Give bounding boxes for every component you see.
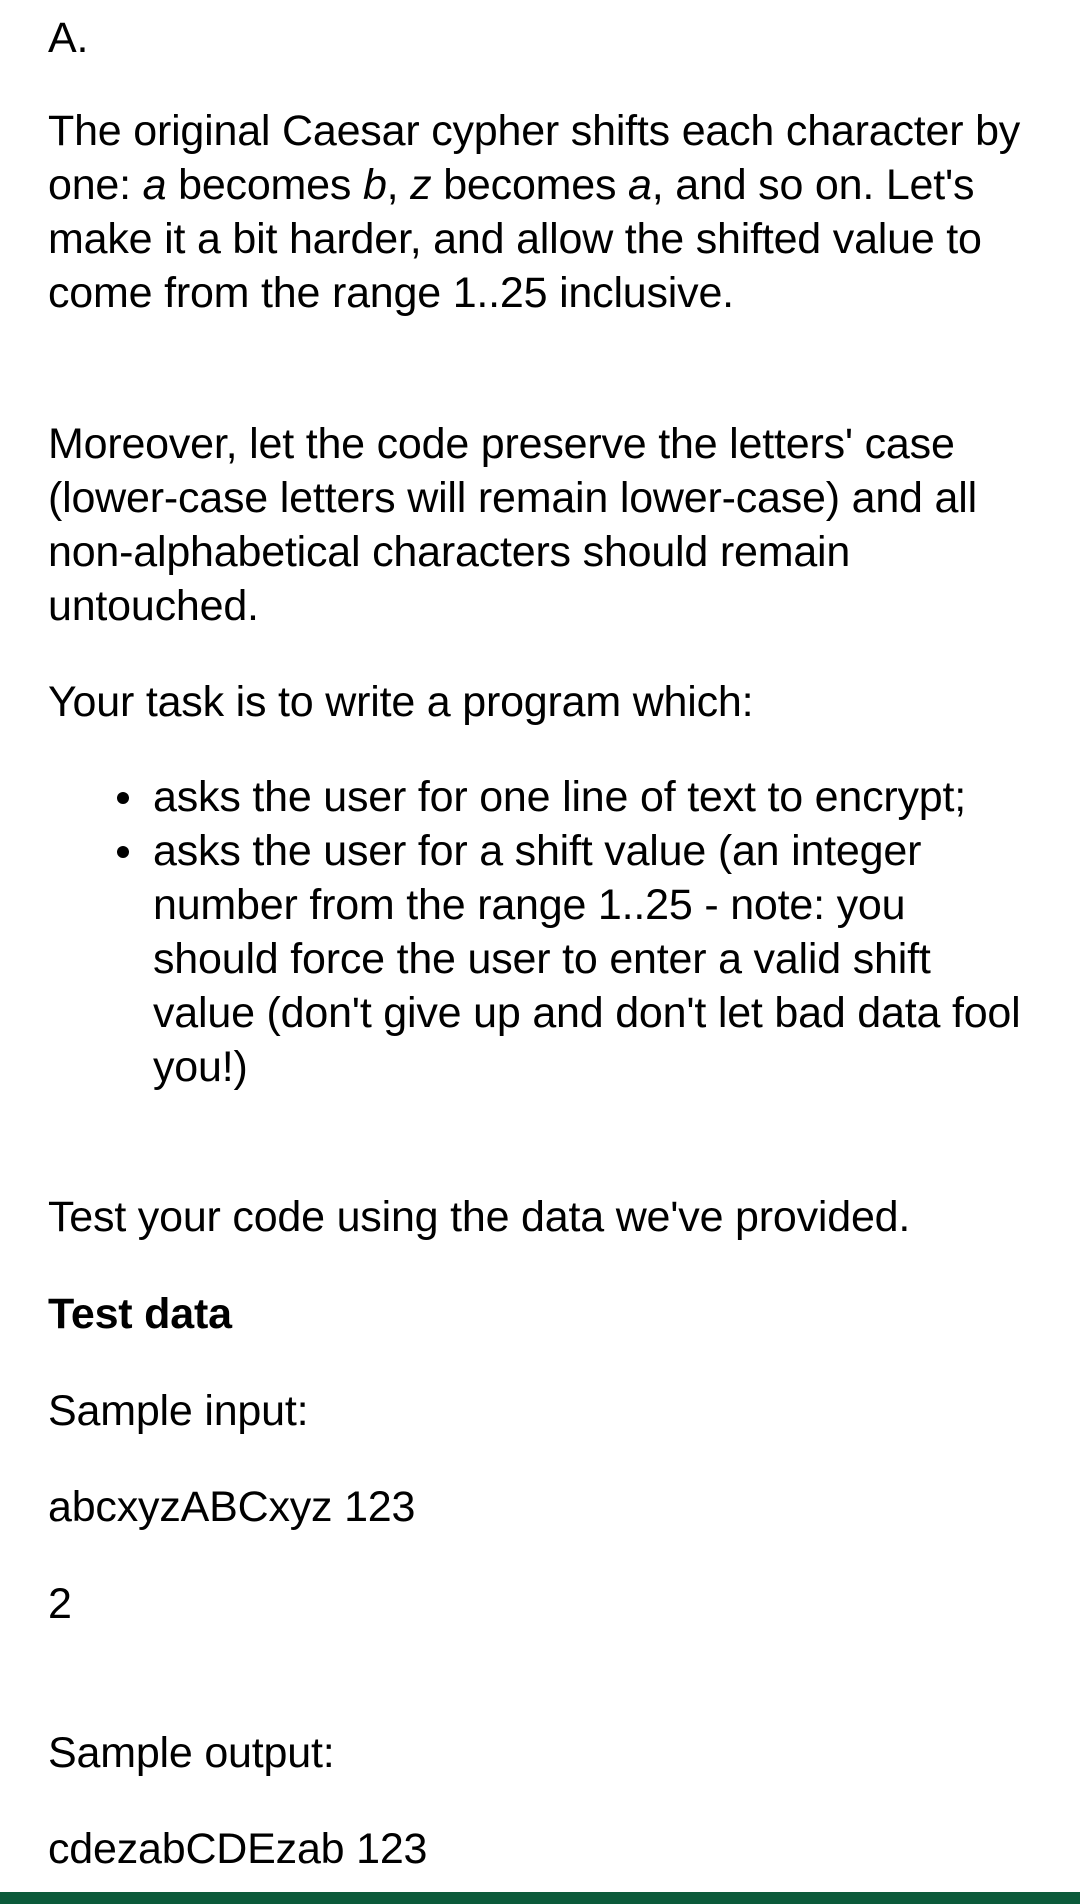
sample-output-label: Sample output:: [48, 1729, 335, 1777]
intro-text: ,: [386, 161, 411, 209]
list-item-text: asks the user for one line of text to encrypt;: [153, 773, 967, 821]
section-heading: A.: [48, 14, 89, 62]
bullet-icon: [117, 846, 129, 858]
list-item-text: asks the user for a shift value (an integer number from the range 1..25 - note: you should force the user to enter a valid shift value (don't give up and don't let bad data fool you!): [153, 827, 1021, 1091]
intro-text: The original Caesar cypher shifts each character by one:: [48, 107, 1021, 209]
sample-output-text: cdezabCDEzab 123: [48, 1825, 428, 1873]
intro-text: becomes: [166, 161, 363, 209]
sample-input-shift: 2: [48, 1580, 72, 1628]
intro-text: becomes: [431, 161, 629, 209]
task-list: [48, 770, 1038, 1094]
test-note-paragraph: Test your code using the data we've provided.: [48, 1193, 911, 1241]
intro-paragraph: [48, 104, 1038, 320]
sample-input-text: abcxyzABCxyz 123: [48, 1483, 416, 1531]
moreover-paragraph: Moreover, let the code preserve the letters' case (lower-case letters will remain lower-case) and all non-alphabetical characters should remain untouched.: [48, 420, 977, 630]
intro-letter-a: a: [142, 161, 167, 209]
list-item: [153, 770, 1038, 824]
intro-letter-a: a: [628, 161, 652, 209]
intro-text: , and so on. Let's make it a bit harder, and allow the shifted value to come from the range 1..25 inclusive.: [48, 161, 982, 317]
test-data-heading: Test data: [48, 1290, 232, 1338]
task-intro-paragraph: Your task is to write a program which:: [48, 678, 754, 726]
list-item: [153, 824, 1038, 1094]
sample-input-label: Sample input:: [48, 1387, 309, 1435]
intro-letter-b: b: [362, 161, 387, 209]
intro-letter-z: z: [410, 161, 432, 209]
bullet-icon: [117, 792, 129, 804]
bottom-bar: [0, 1892, 1080, 1904]
